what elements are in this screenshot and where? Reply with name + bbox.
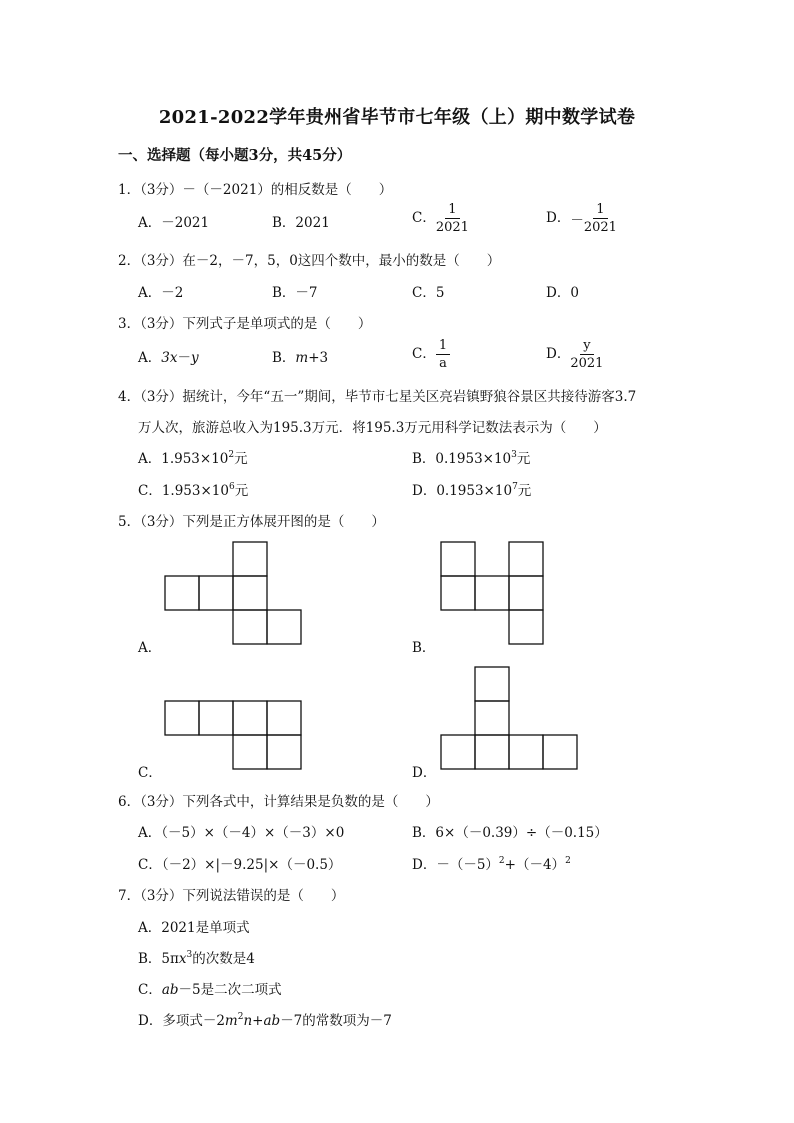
q3-option-d-fraction: [570, 339, 603, 370]
q7-option-d-variable: ab: [263, 1013, 281, 1029]
q3-option-d: [546, 339, 603, 370]
q4-option-c-text: C．1.953×10: [138, 483, 229, 499]
q3-option-a: A．3x－y: [138, 350, 199, 366]
q7-option-d-rest: －7的常数项为－7: [280, 1013, 392, 1029]
q1-option-c-fraction: [436, 203, 469, 234]
net-square: [199, 701, 233, 735]
q1-option-b: B．2021: [272, 215, 330, 231]
q4-option-b: [412, 447, 530, 467]
q3-option-d-label: D．: [546, 346, 571, 362]
question-4-stem-line2: 万人次，旅游总收入为195.3万元．将195.3万元用科学记数法表示为（ ）: [138, 420, 607, 436]
q1-option-d-sign: －: [570, 212, 584, 229]
cube-net-a: [165, 542, 305, 646]
net-square: [233, 610, 267, 644]
q4-option-a-unit: 元: [234, 451, 248, 467]
net-square: [233, 735, 267, 769]
q3-option-c-fraction: [436, 339, 450, 370]
q7-option-d-text: D．多项式－2: [138, 1013, 225, 1029]
q3-option-a-term: 3x: [161, 350, 178, 366]
q6-option-d-text: D．－（－5）: [412, 857, 499, 873]
q3-option-c-label: C．: [412, 346, 436, 362]
q3-option-c: [412, 339, 450, 370]
page-title: 2021-2022学年贵州省毕节市七年级（上）期中数学试卷: [158, 107, 636, 128]
net-square: [543, 735, 577, 769]
cube-net-b: [441, 542, 547, 646]
question-3-stem: 3．（3分）下列式子是单项式的是（ ）: [118, 316, 372, 332]
question-4-stem-line1: 4．（3分）据统计，今年“五一”期间，毕节市七星关区亮岩镇野狼谷景区共接待游客3.7: [118, 389, 637, 405]
q4-option-d: [412, 479, 531, 499]
q2-option-b: B．－7: [272, 285, 318, 301]
net-square: [233, 576, 267, 610]
q1-option-d: [546, 203, 617, 234]
q7-option-c-rest: －5是二次二项式: [178, 982, 282, 998]
q6-option-d-middle: +（－4）: [504, 857, 566, 873]
q3-option-b-rest: +3: [308, 350, 329, 366]
net-square: [509, 576, 543, 610]
q7-option-d-plus: +: [252, 1013, 264, 1029]
q7-option-c-label: C．: [138, 982, 162, 998]
q7-option-c: [138, 978, 282, 998]
q4-option-b-exponent: 3: [511, 449, 517, 460]
fraction-denominator: 2021: [583, 220, 617, 235]
fraction-numerator: 1: [593, 203, 607, 219]
net-square: [441, 542, 475, 576]
q7-option-d-variable: m: [224, 1013, 238, 1029]
q3-option-b-label: B．: [272, 350, 296, 366]
q2-option-d: D．0: [546, 285, 579, 301]
net-square: [441, 576, 475, 610]
q5-option-d: D．: [412, 765, 437, 781]
question-2-stem: 2．（3分）在－2，－7，5，0这四个数中，最小的数是（ ）: [118, 253, 501, 269]
q6-option-d: [412, 853, 571, 873]
q7-option-b-variable: x: [178, 951, 187, 967]
q4-option-a-exponent: 2: [228, 449, 235, 460]
net-square: [267, 735, 301, 769]
net-square: [441, 735, 475, 769]
q6-option-a: A．（－5）×（－4）×（－3）×0: [138, 825, 345, 841]
q7-option-b: [138, 947, 255, 967]
q1-option-c-label: C．: [412, 210, 436, 226]
q1-option-d-label: D．: [546, 210, 571, 226]
question-7-stem: 7．（3分）下列说法错误的是（ ）: [118, 888, 345, 904]
q2-option-c: C．5: [412, 285, 445, 301]
net-square: [509, 610, 543, 644]
net-square: [233, 542, 267, 576]
q3-option-b-variable: m: [295, 350, 309, 366]
section-heading: 一、选择题（每小题3分，共45分）: [118, 147, 352, 164]
q4-option-c-unit: 元: [234, 483, 249, 499]
net-square: [165, 576, 199, 610]
q7-option-b-text: B．5π: [138, 951, 179, 967]
q3-option-a-variable: y: [190, 350, 199, 366]
net-square: [475, 576, 509, 610]
q7-option-b-rest: 的次数是4: [192, 951, 255, 967]
net-square: [165, 701, 199, 735]
question-6-stem: 6．（3分）下列各式中，计算结果是负数的是（ ）: [118, 794, 439, 810]
net-square: [475, 735, 509, 769]
question-5-stem: 5．（3分）下列是正方体展开图的是（ ）: [118, 514, 385, 530]
fraction-denominator: 2021: [435, 220, 469, 235]
fraction-denominator: 2021: [570, 356, 604, 371]
q4-option-b-text: B．0.1953×10: [412, 451, 512, 467]
fraction-numerator: y: [580, 339, 593, 355]
q3-option-b: [272, 346, 328, 366]
net-square: [475, 701, 509, 735]
net-square: [509, 735, 543, 769]
q4-option-d-unit: 元: [517, 483, 532, 499]
q7-option-d-exponent: 2: [237, 1011, 244, 1022]
net-square: [267, 701, 301, 735]
q7-option-d-variable: n: [243, 1013, 253, 1029]
q4-option-b-unit: 元: [516, 451, 531, 467]
net-square: [509, 542, 543, 576]
q7-option-d: [138, 1009, 392, 1029]
q5-option-a: A．: [138, 640, 162, 656]
cube-net-c: [165, 701, 305, 771]
q4-option-d-text: D．0.1953×10: [412, 483, 513, 499]
q4-option-a: [138, 447, 248, 467]
q4-option-a-text: A．1.953×10: [138, 451, 229, 467]
q6-option-d-exponent: 2: [565, 855, 571, 866]
cube-net-d: [441, 667, 581, 771]
q6-option-c: C．（－2）×|－9.25|×（－0.5）: [138, 857, 342, 873]
q2-option-a: A．－2: [138, 285, 184, 301]
q6-option-b: B．6×（－0.39）÷（－0.15）: [412, 825, 608, 841]
net-square: [267, 610, 301, 644]
q1-option-c: [412, 203, 469, 234]
q1-option-a: A．－2021: [138, 215, 210, 231]
q7-option-c-variable: ab: [161, 982, 179, 998]
q5-option-b: B．: [412, 640, 436, 656]
q4-option-c-exponent: 6: [228, 481, 235, 492]
question-1-stem: 1．（3分）－（－2021）的相反数是（ ）: [118, 182, 393, 198]
q3-option-a-label: A．: [138, 350, 162, 366]
q4-option-d-exponent: 7: [512, 481, 518, 492]
fraction-denominator: a: [439, 356, 447, 371]
net-square: [199, 576, 233, 610]
fraction-numerator: 1: [436, 339, 450, 355]
net-square: [475, 667, 509, 701]
fraction-numerator: 1: [445, 203, 459, 219]
q5-option-c: C．: [138, 765, 162, 781]
q4-option-c: [138, 479, 248, 499]
q7-option-a: A．2021是单项式: [138, 920, 250, 936]
net-square: [233, 701, 267, 735]
q7-option-b-exponent: 3: [186, 949, 193, 960]
q1-option-d-fraction: [584, 203, 617, 234]
q6-option-d-exponent: 2: [498, 855, 505, 866]
